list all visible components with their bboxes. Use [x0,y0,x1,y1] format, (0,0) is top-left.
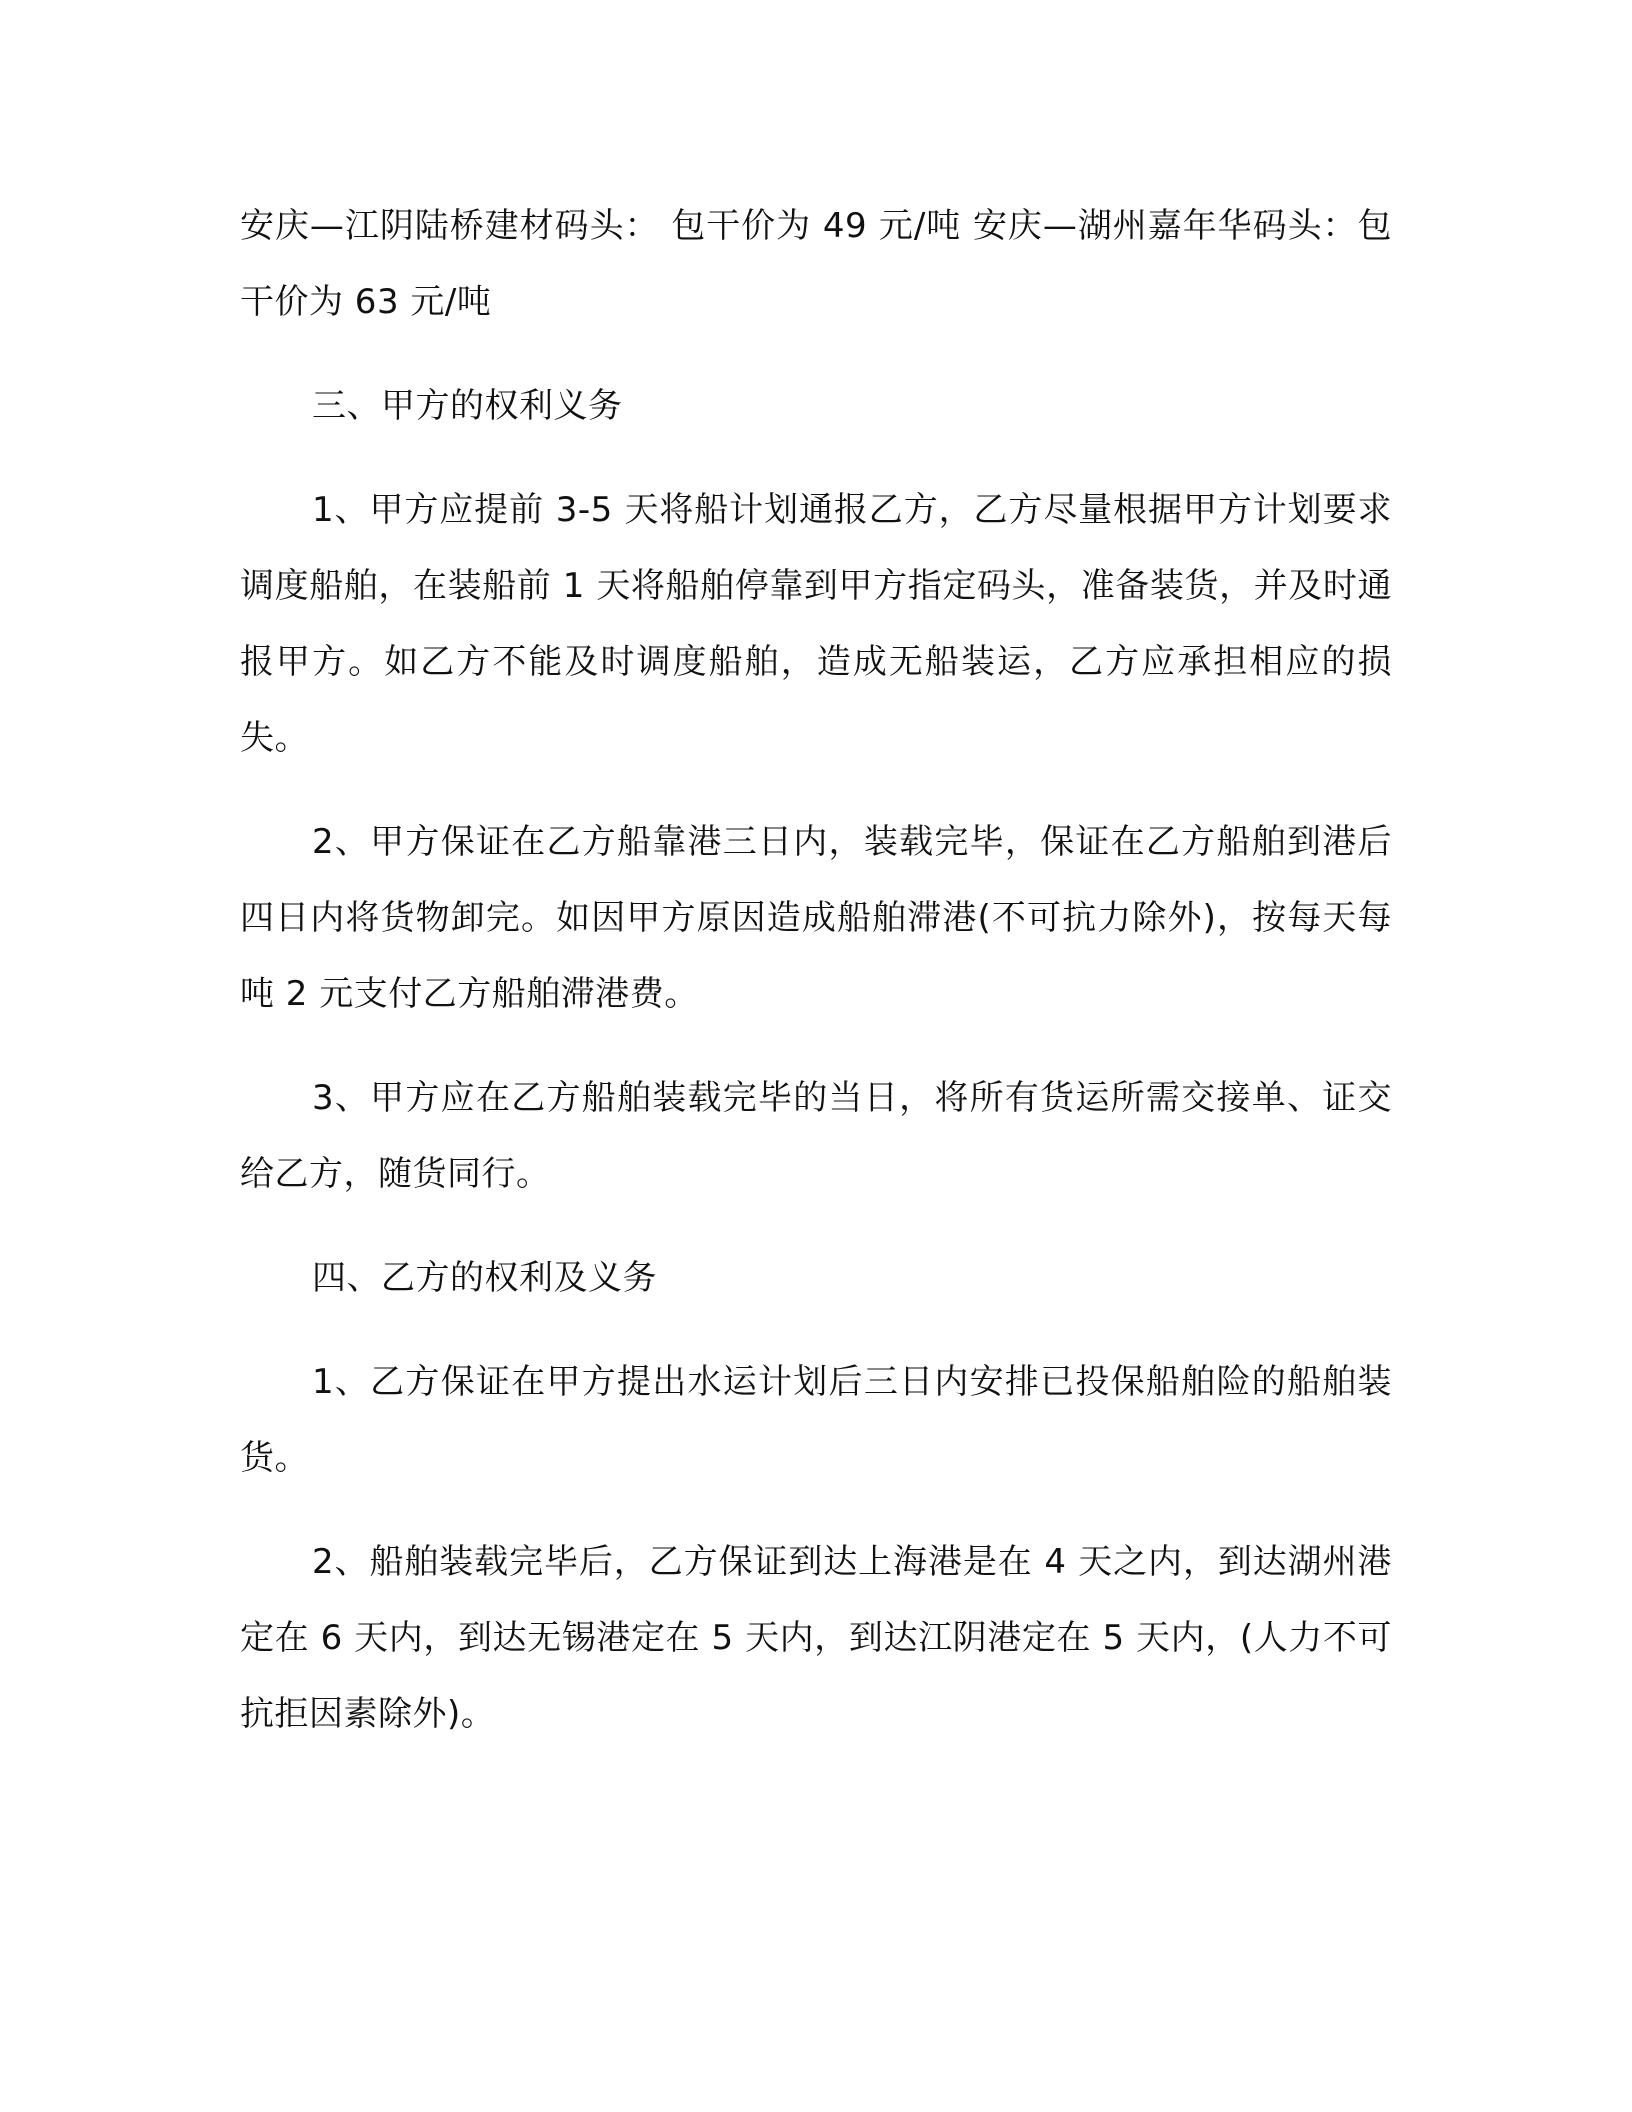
party-b-clause-1: 1、乙方保证在甲方提出水运计划后三日内安排已投保船舶险的船舶装货。 [240,1362,1392,1478]
party-a-clause-3: 3、甲方应在乙方船舶装载完毕的当日，将所有货运所需交接单、证交给乙方，随货同行。 [240,1078,1392,1194]
section-heading-party-b-rights: 四、乙方的权利及义务 [312,1258,657,1298]
pricing-paragraph: 安庆—江阴陆桥建材码头： 包干价为 49 元/吨 安庆—湖州嘉年华码头：包干价为 63 元/吨 [240,206,1392,322]
section-heading-party-a-rights: 三、甲方的权利义务 [312,386,623,426]
party-b-clause-2: 2、船舶装载完毕后，乙方保证到达上海港是在 4 天之内，到达湖州港定在 6 天内，到达无锡港定在 5 天内，到达江阴港定在 5 天内，(人力不可抗拒因素除外)。 [240,1542,1392,1734]
document-body [240,188,1392,1752]
party-a-clause-1: 1、甲方应提前 3-5 天将船计划通报乙方，乙方尽量根据甲方计划要求调度船舶，在装船前 1 天将船舶停靠到甲方指定码头，准备装货，并及时通报甲方。如乙方不能及时调度船舶，造成无船装运，乙方应承担相应的损失。 [240,490,1392,758]
party-a-clause-2: 2、甲方保证在乙方船靠港三日内，装载完毕，保证在乙方船舶到港后四日内将货物卸完。如因甲方原因造成船舶滞港(不可抗力除外)，按每天每吨 2 元支付乙方船舶滞港费。 [240,822,1392,1014]
